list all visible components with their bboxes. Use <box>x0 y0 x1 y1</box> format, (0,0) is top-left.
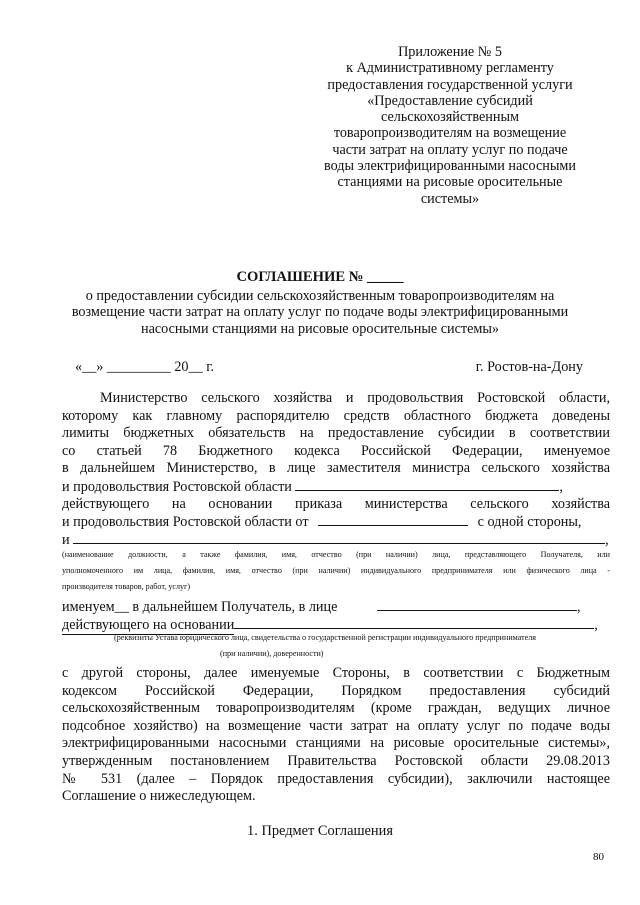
fill-blank <box>377 598 577 611</box>
fill-blank <box>234 616 594 629</box>
appendix-line: воды электрифицированными насосными <box>324 158 576 175</box>
city-name: г. Ростов-на-Дону <box>475 359 583 375</box>
text-fragment: и <box>62 531 70 548</box>
text-line: электрифицированными насосными станциями на рисовые оросительные системы», <box>62 735 610 752</box>
appendix-line: части затрат на оплату услуг по подаче <box>332 141 568 158</box>
text-line-with-blank: и , <box>62 531 609 548</box>
appendix-line: к Административному регламенту <box>346 60 554 77</box>
text-line: подсобное хозяйство) на возмещение части затрат на оплату услуг по подаче воды <box>62 717 610 734</box>
text-line: действующего на основании приказа министерства сельского хозяйства <box>62 495 610 512</box>
text-line: кодексом Российской Федерации, Порядком предоставления субсидий <box>62 682 610 699</box>
paragraph-agreement-basis <box>62 665 610 806</box>
appendix-line: системы» <box>420 190 480 207</box>
appendix-line: Приложение № 5 <box>398 44 502 60</box>
document-title: СОГЛАШЕНИЕ № _____ <box>236 269 404 285</box>
date-placeholder: «__» _________ 20__ г. <box>75 359 214 375</box>
text-line: Соглашение о нижеследующем. <box>62 788 256 805</box>
text-fragment: с одной стороны, <box>477 514 582 531</box>
paragraph-recipient <box>62 598 610 659</box>
text-line-with-blank: и продовольствия Ростовской области , <box>62 478 563 495</box>
footnote-representative <box>62 550 610 592</box>
text-line: Министерство сельского хозяйства и продовольствия Ростовской области, <box>100 390 610 406</box>
fill-blank <box>73 531 605 544</box>
appendix-line: товаропроизводителям на возмещение <box>333 125 567 142</box>
subtitle-line: о предоставлении субсидии сельскохозяйственным товаропроизводителям на <box>85 288 555 304</box>
appendix-line: сельскохозяйственным <box>380 109 519 126</box>
section-heading: 1. Предмет Соглашения <box>247 823 393 839</box>
fill-blank <box>295 478 559 491</box>
text-fragment: и продовольствия Ростовской области <box>62 478 292 495</box>
text-fragment: и продовольствия Ростовской области от <box>62 514 309 531</box>
document-subtitle <box>56 288 584 337</box>
subtitle-line: возмещение части затрат на оплату услуг по подаче воды электрифицированными <box>71 304 569 321</box>
text-line: со статьей 78 Бюджетного кодекса Российской Федерации, именуемое <box>62 442 610 459</box>
appendix-line: предоставления государственной услуги <box>327 76 573 93</box>
text-line: которому как главному распорядителю средств областного бюджета доведены <box>62 407 610 424</box>
text-line: с другой стороны, далее именуемые Стороны, в соответствии с Бюджетным <box>62 665 610 681</box>
fill-blank <box>318 513 468 526</box>
appendix-line: станциями на рисовые оросительные <box>337 174 563 191</box>
text-line-with-blank: именуем__ в дальнейшем Получатель, в лице , <box>62 599 581 615</box>
paragraph-parties <box>62 390 610 592</box>
footnote-line: уполномоченного им лица, фамилия, имя, отчество (при наличии) индивидуального предпринимателя или физического лица - <box>62 566 610 576</box>
appendix-header <box>300 44 600 207</box>
text-line: № 531 (далее – Порядок предоставления субсидии), заключили настоящее <box>62 770 610 787</box>
text-line-with-blank <box>62 513 610 531</box>
text-line: сельскохозяйственным товаропроизводителям (кроме граждан, ведущих личное <box>62 700 610 717</box>
subtitle-line: насосными станциями на рисовые оросительные системы» <box>141 320 499 337</box>
footnote-line: производителя товаров, работ, услуг) <box>62 582 191 592</box>
text-fragment: действующего на основании <box>62 617 234 636</box>
text-line: утвержденным постановлением Правительства Ростовской области 29.08.2013 <box>62 752 610 769</box>
footnote-line: (при наличии), доверенности) <box>220 649 324 659</box>
appendix-line: «Предоставление субсидий <box>367 92 533 109</box>
text-line-with-blank: действующего на основании , <box>62 616 610 634</box>
page-number: 80 <box>593 851 604 863</box>
text-line: лимиты бюджетных обязательств на предоставление субсидии в соответствии <box>62 425 610 442</box>
footnote-line: (реквизиты Устава юридического лица, свидетельства о государственной регистрации индивидуального предпринимателя <box>114 633 536 643</box>
footnote-line: (наименование должности, а также фамилия, имя, отчество (при наличии) лица, представляющего Получателя, или <box>62 550 610 560</box>
text-fragment: именуем__ в дальнейшем Получатель, в лице <box>62 599 338 615</box>
text-line: в дальнейшем Министерство, в лице заместителя министра сельского хозяйства <box>62 460 610 477</box>
